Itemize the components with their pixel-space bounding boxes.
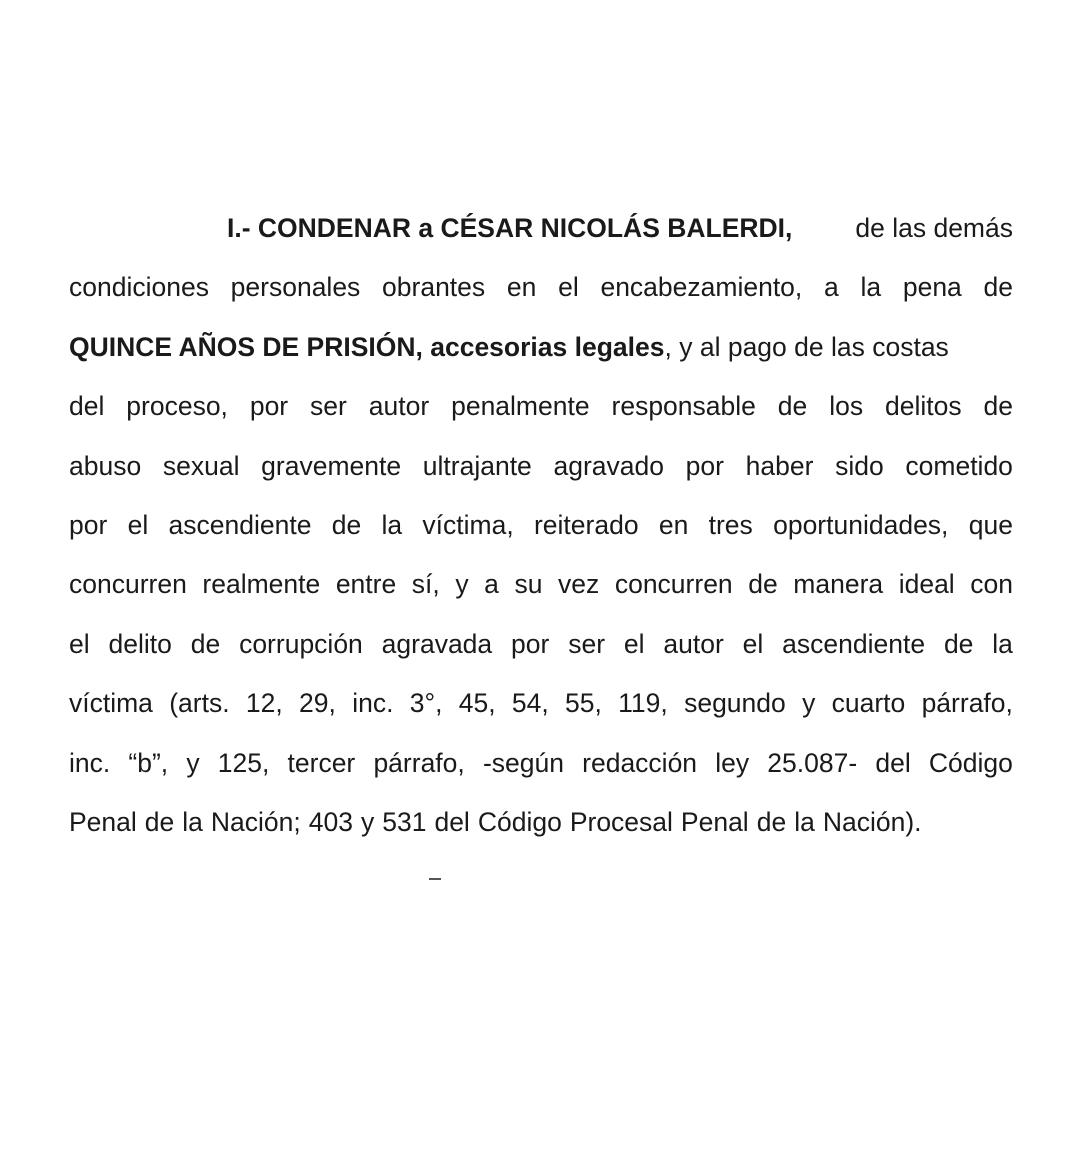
paragraph-line-5	[69, 437, 1013, 496]
word: reiterado	[533, 509, 639, 540]
word: 12,	[245, 688, 283, 719]
word: la	[182, 806, 203, 837]
word: 54,	[511, 688, 549, 719]
word: concurren	[614, 569, 733, 600]
word: de	[331, 509, 362, 540]
word: párrafo,	[373, 747, 465, 778]
word: 531	[382, 806, 427, 837]
word: Nación).	[822, 806, 922, 837]
word: realmente	[202, 569, 321, 600]
word: con	[970, 569, 1013, 600]
paragraph-line-9	[69, 674, 1013, 733]
line-text: de las demás	[855, 213, 1013, 243]
word: obrantes	[382, 272, 486, 303]
word: ser	[310, 391, 347, 422]
sentence-penalty: QUINCE AÑOS DE PRISIÓN, accesorias legales	[69, 331, 665, 362]
paragraph-line-4	[69, 377, 1013, 436]
word: agravado	[553, 450, 664, 481]
word: del	[69, 391, 105, 422]
word: su	[514, 569, 543, 600]
word: delitos	[884, 391, 962, 422]
paragraph-line-8	[69, 615, 1013, 674]
word: de	[983, 391, 1013, 422]
word: en	[658, 509, 689, 540]
word: condiciones	[69, 272, 209, 303]
word: 119,	[618, 688, 668, 719]
paragraph-line-10	[69, 734, 1013, 793]
word: oportunidades,	[773, 509, 949, 540]
word: de	[983, 272, 1013, 303]
word: 3°,	[409, 688, 443, 719]
word: sexual	[162, 450, 240, 481]
word: inc.	[69, 747, 111, 778]
word: sí,	[411, 569, 440, 600]
word: agravada	[381, 628, 493, 659]
word: 29,	[299, 688, 336, 719]
word: víctima,	[422, 509, 514, 540]
word: sido	[835, 450, 884, 481]
word: la	[860, 272, 882, 303]
word: el	[623, 628, 645, 659]
word: la	[381, 509, 403, 540]
word: ultrajante	[422, 450, 532, 481]
word: ley	[715, 747, 750, 778]
word: y	[360, 806, 375, 837]
word: por	[511, 628, 550, 659]
scan-artifact	[429, 878, 441, 880]
word: 45,	[458, 688, 496, 719]
word: personales	[230, 272, 361, 303]
word: víctima	[69, 688, 153, 719]
word: gravemente	[261, 450, 402, 481]
word: -según	[482, 747, 564, 778]
word: responsable	[611, 391, 756, 422]
word: ideal	[898, 569, 955, 600]
word: en	[506, 272, 537, 303]
word: delito	[108, 628, 172, 659]
word: y	[186, 747, 200, 778]
word: corrupción	[239, 628, 363, 659]
word: el	[558, 272, 579, 303]
word: y	[455, 569, 469, 600]
word: el	[742, 628, 764, 659]
word: del	[434, 806, 470, 837]
word: de	[144, 806, 175, 837]
word: segundo	[684, 688, 786, 719]
word: Código	[928, 747, 1013, 778]
word: a	[484, 569, 499, 600]
word: tercer	[287, 747, 356, 778]
paragraph-line-6	[69, 496, 1013, 555]
word: de	[190, 628, 221, 659]
word: entre	[335, 569, 397, 600]
word: de	[777, 391, 808, 422]
word: autor	[663, 628, 724, 659]
word: abuso	[69, 450, 142, 481]
word: redacción	[582, 747, 698, 778]
word: cometido	[905, 450, 1013, 481]
word: por	[69, 509, 108, 540]
word: haber	[745, 450, 814, 481]
word: 403	[308, 806, 353, 837]
word: proceso,	[126, 391, 228, 422]
word: Penal	[69, 806, 137, 837]
word: los	[829, 391, 864, 422]
word: de	[748, 569, 778, 600]
word: a	[824, 272, 839, 303]
word: cuarto	[831, 688, 906, 719]
document-body	[69, 199, 1013, 852]
word: la	[992, 628, 1013, 659]
word: ascendiente	[782, 628, 926, 659]
word: que	[968, 509, 1013, 540]
word: vez	[558, 569, 600, 600]
word: de	[943, 628, 974, 659]
word: 125,	[217, 747, 270, 778]
word: (arts.	[169, 688, 230, 719]
word: Código	[477, 806, 562, 837]
word: párrafo,	[921, 688, 1013, 719]
word: 55,	[565, 688, 602, 719]
word: la	[794, 806, 815, 837]
line-text: , y al pago de las costas	[664, 331, 949, 362]
word: y	[802, 688, 816, 719]
word: ascendiente	[168, 509, 312, 540]
word: encabezamiento,	[600, 272, 803, 303]
word: 25.087-	[767, 747, 858, 778]
word: el	[69, 628, 90, 659]
paragraph-line-7	[69, 555, 1013, 614]
word: del	[875, 747, 911, 778]
word: penalmente	[451, 391, 590, 422]
word: “b”,	[128, 747, 169, 778]
word: Nación;	[210, 806, 301, 837]
paragraph-line-1	[69, 199, 1013, 258]
word: por	[685, 450, 724, 481]
word: concurren	[69, 569, 187, 600]
word: Penal	[680, 806, 749, 837]
word: tres	[708, 509, 753, 540]
paragraph-line-2	[69, 258, 1013, 317]
word: ser	[568, 628, 606, 659]
word: manera	[793, 569, 884, 600]
word: autor	[368, 391, 430, 422]
word: de	[756, 806, 787, 837]
paragraph-line-11	[69, 793, 1013, 852]
word: Procesal	[569, 806, 673, 837]
word: por	[249, 391, 289, 422]
word: el	[127, 509, 149, 540]
word: pena	[902, 272, 962, 303]
paragraph-line-3	[69, 318, 1013, 377]
resolution-heading: I.- CONDENAR a CÉSAR NICOLÁS BALERDI,	[227, 213, 793, 243]
word: inc.	[352, 688, 394, 719]
